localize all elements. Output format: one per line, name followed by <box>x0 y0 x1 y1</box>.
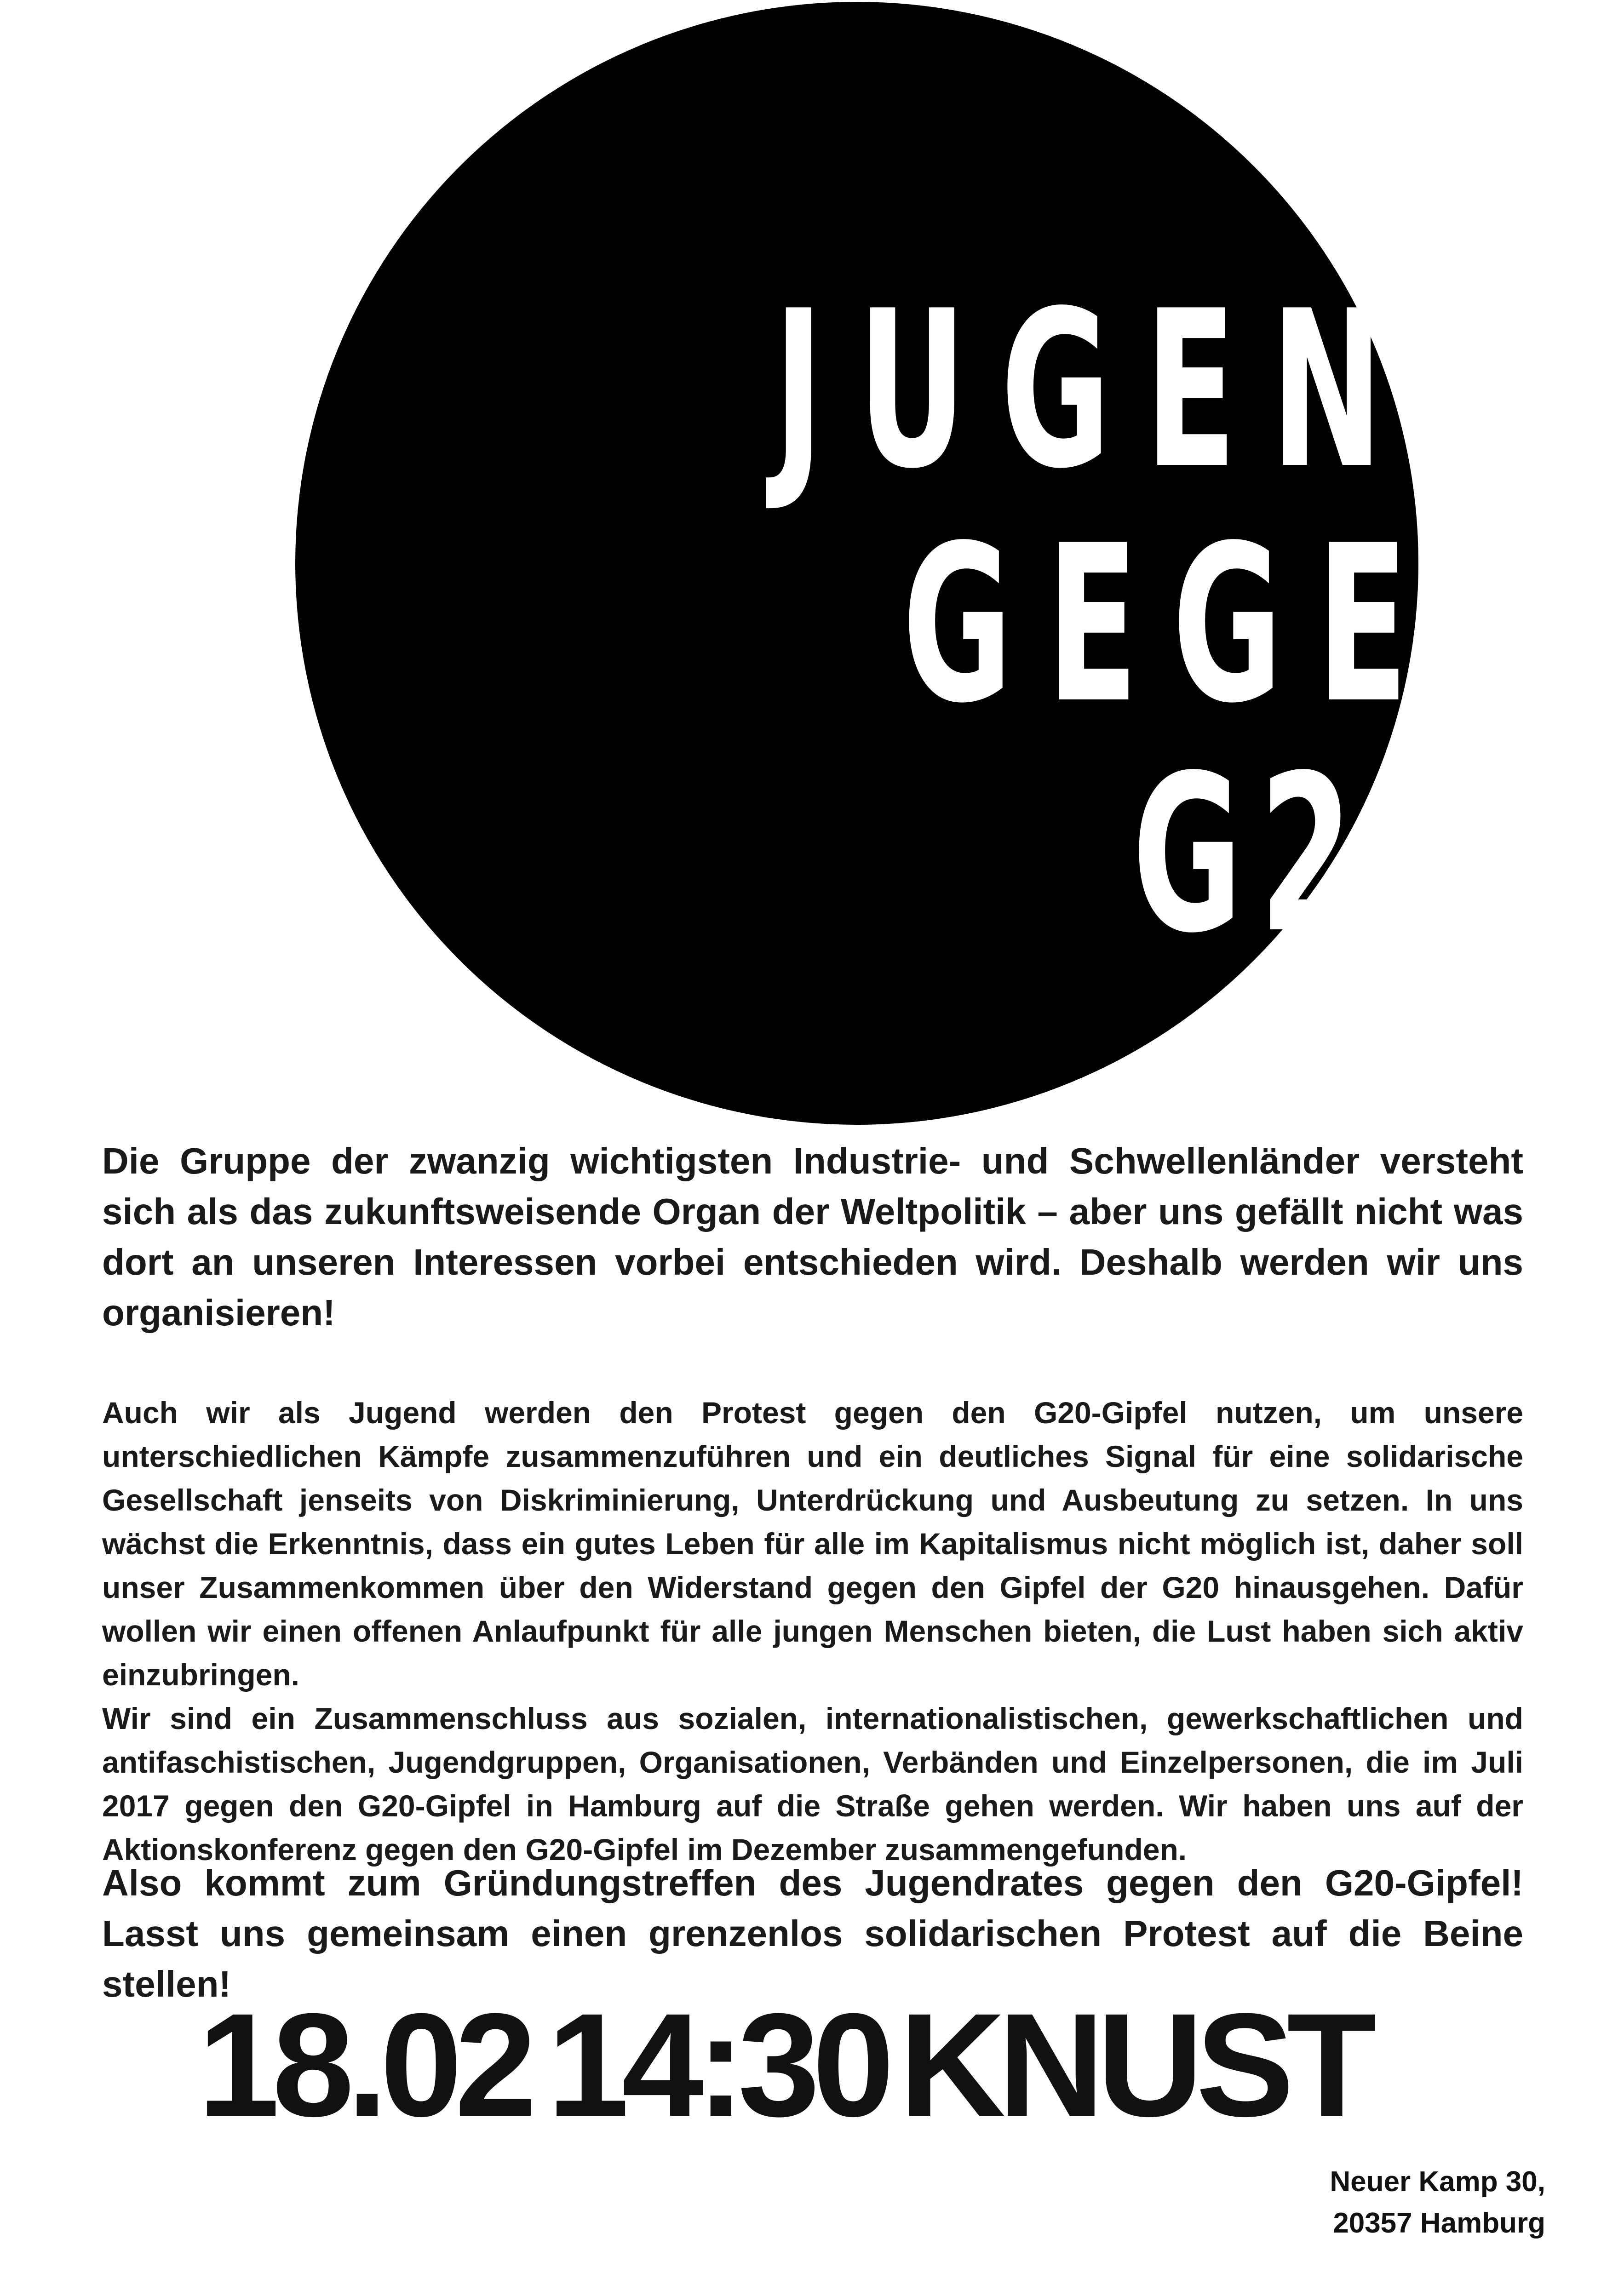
body-paragraph-2: Wir sind ein Zusammenschluss aus sozialen, internationalistischen, gewerkschaftlichen und antifaschistischen, Jugendgruppen, Organisationen, Verbänden und Einzelpersonen, die im Juli 2017 gegen den G20-Gipfel in Hamburg auf die Straße gehen werden. Wir haben uns auf der Aktionskonferenz gegen den G20-Gipfel im Dezember zusammengefunden. <box>102 1701 1523 1867</box>
address-city: 20357 Hamburg <box>1333 2207 1545 2239</box>
title-line-jugend: JUGEND <box>774 264 1563 516</box>
address-street: Neuer Kamp 30, <box>1330 2166 1545 2198</box>
title-line-gegen: GEGEN <box>902 499 1589 750</box>
event-date: 18.02 <box>198 1982 529 2147</box>
event-address <box>1315 2161 1545 2244</box>
title-circle <box>295 2 1589 1125</box>
title-line-g20: G20. <box>1132 729 1549 980</box>
intro-paragraph: Die Gruppe der zwanzig wichtigsten Industrie- und Schwellenländer versteht sich als das zukunftsweisende Organ der Weltpolitik – aber uns gefällt nicht was dort an unseren Interessen vorbei entschieden wird. Deshalb werden wir uns organisieren! <box>102 1140 1523 1333</box>
event-place: KNUST <box>899 1982 1370 2147</box>
call-to-action: Also kommt zum Gründungstreffen des Jugendrates gegen den G20-Gipfel! Lasst uns gemeinsam einen grenzenlos solidarischen Protest auf die Beine stellen! <box>102 1862 1523 2004</box>
body-paragraph-1: Auch wir als Jugend werden den Protest gegen den G20-Gipfel nutzen, um unsere unterschiedlichen Kämpfe zusammenzuführen und ein deutliches Signal für eine solidarische Gesellschaft jenseits von Diskriminierung, Unterdrückung und Ausbeutung zu setzen. In uns wächst die Erkenntnis, dass ein gutes Leben für alle im Kapitalismus nicht möglich ist, daher soll unser Zusammenkommen über den Widerstand gegen den Gipfel der G20 hinausgehen. Dafür wollen wir einen offenen Anlaufpunkt für alle jungen Menschen bieten, die Lust haben sich aktiv einzubringen. <box>102 1396 1523 1692</box>
body-text <box>102 1391 1523 1872</box>
event-time: 14:30 <box>547 1982 887 2147</box>
